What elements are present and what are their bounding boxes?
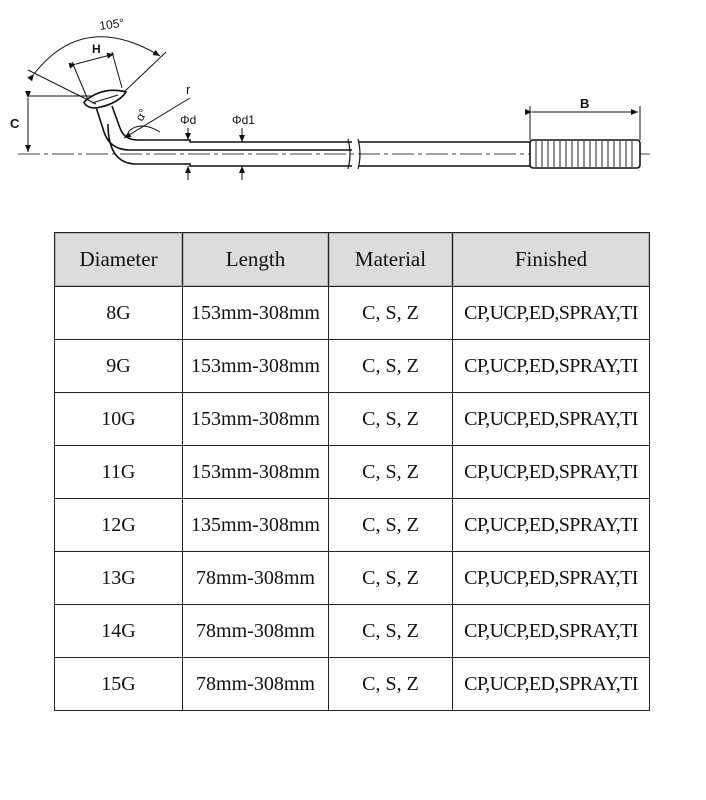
cell-diameter: 15G bbox=[55, 658, 183, 711]
table-row bbox=[55, 499, 650, 552]
angle-leader-left bbox=[28, 70, 96, 104]
spec-table bbox=[54, 232, 650, 711]
header-material: Material bbox=[329, 233, 453, 287]
cell-diameter: 8G bbox=[55, 287, 183, 340]
cell-material: C, S, Z bbox=[329, 393, 453, 446]
c-label: C bbox=[10, 116, 20, 131]
table-row bbox=[55, 446, 650, 499]
table-row bbox=[55, 605, 650, 658]
b-label: B bbox=[580, 96, 590, 111]
cell-diameter: 11G bbox=[55, 446, 183, 499]
spoke-diagram bbox=[0, 0, 706, 200]
cell-diameter: 12G bbox=[55, 499, 183, 552]
cell-material: C, S, Z bbox=[329, 605, 453, 658]
table-row bbox=[55, 340, 650, 393]
angle-leader-right bbox=[124, 52, 166, 92]
phi-d-label: Φd bbox=[180, 113, 197, 127]
r-label: r bbox=[186, 82, 191, 97]
cell-diameter: 10G bbox=[55, 393, 183, 446]
cell-finished: CP,UCP,ED,SPRAY,TI bbox=[453, 340, 650, 393]
cell-length: 78mm-308mm bbox=[183, 552, 329, 605]
cell-material: C, S, Z bbox=[329, 287, 453, 340]
header-finished: Finished bbox=[453, 233, 650, 287]
table-row bbox=[55, 287, 650, 340]
phi-d1-label: Φd1 bbox=[232, 113, 255, 127]
cell-length: 153mm-308mm bbox=[183, 340, 329, 393]
cell-finished: CP,UCP,ED,SPRAY,TI bbox=[453, 552, 650, 605]
cell-finished: CP,UCP,ED,SPRAY,TI bbox=[453, 446, 650, 499]
table-header-row bbox=[55, 233, 650, 287]
cell-length: 78mm-308mm bbox=[183, 658, 329, 711]
cell-length: 153mm-308mm bbox=[183, 446, 329, 499]
h-leader-left bbox=[72, 62, 88, 100]
cell-length: 153mm-308mm bbox=[183, 393, 329, 446]
thread-section bbox=[530, 140, 640, 168]
cell-material: C, S, Z bbox=[329, 552, 453, 605]
cell-material: C, S, Z bbox=[329, 446, 453, 499]
cell-diameter: 14G bbox=[55, 605, 183, 658]
cell-finished: CP,UCP,ED,SPRAY,TI bbox=[453, 658, 650, 711]
h-leader-right bbox=[112, 52, 122, 88]
cell-material: C, S, Z bbox=[329, 658, 453, 711]
cell-diameter: 9G bbox=[55, 340, 183, 393]
spoke-elbow-lower bbox=[108, 124, 352, 166]
cell-length: 153mm-308mm bbox=[183, 287, 329, 340]
cell-diameter: 13G bbox=[55, 552, 183, 605]
table-row bbox=[55, 658, 650, 711]
cell-finished: CP,UCP,ED,SPRAY,TI bbox=[453, 393, 650, 446]
cell-finished: CP,UCP,ED,SPRAY,TI bbox=[453, 499, 650, 552]
cell-material: C, S, Z bbox=[329, 340, 453, 393]
cell-finished: CP,UCP,ED,SPRAY,TI bbox=[453, 287, 650, 340]
cell-material: C, S, Z bbox=[329, 499, 453, 552]
header-length: Length bbox=[183, 233, 329, 287]
header-diameter: Diameter bbox=[55, 233, 183, 287]
angle-label: 105° bbox=[98, 15, 126, 33]
cell-length: 78mm-308mm bbox=[183, 605, 329, 658]
cell-finished: CP,UCP,ED,SPRAY,TI bbox=[453, 605, 650, 658]
h-label: H bbox=[92, 42, 101, 56]
table-row bbox=[55, 552, 650, 605]
alpha-label: α° bbox=[132, 106, 151, 124]
alpha-arc bbox=[128, 126, 160, 132]
cell-length: 135mm-308mm bbox=[183, 499, 329, 552]
table-row bbox=[55, 393, 650, 446]
